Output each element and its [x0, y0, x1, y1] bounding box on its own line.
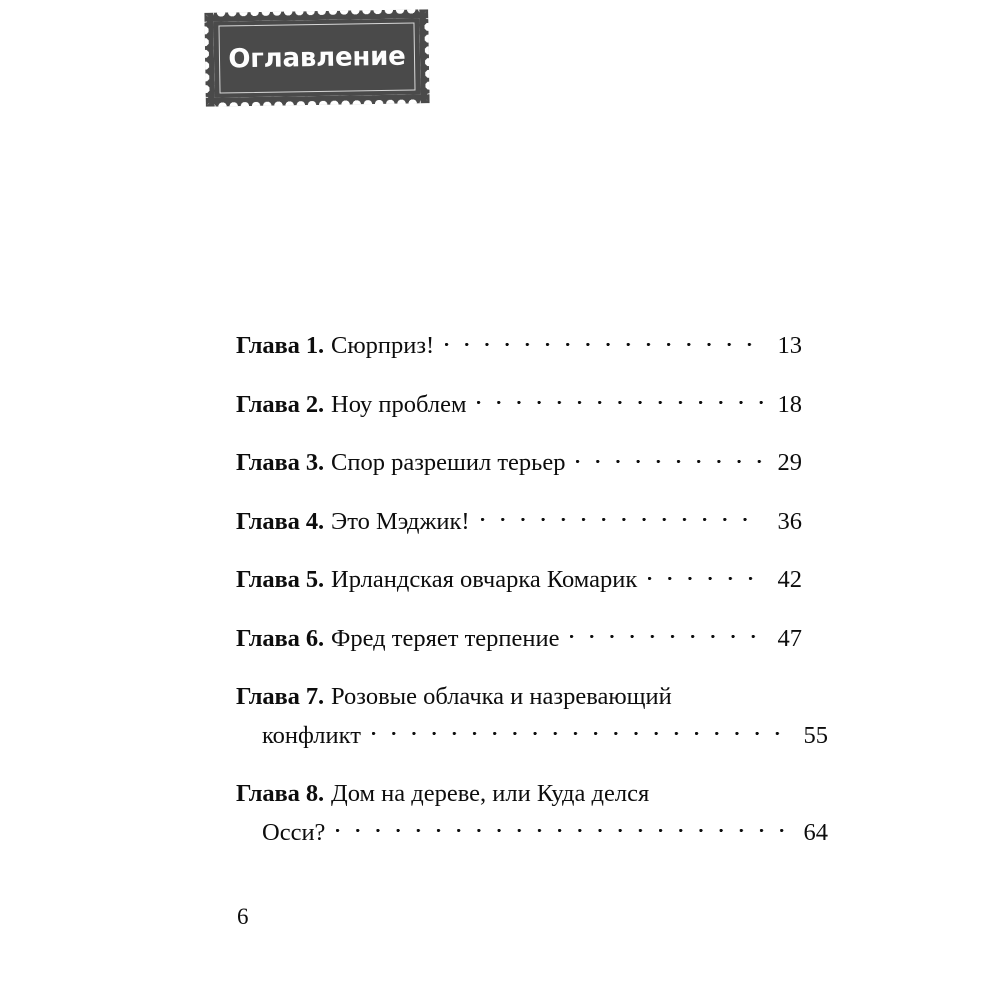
chapter-title-continued: конфликт — [262, 721, 361, 749]
chapter-title: Розовые облачка и назревающий — [331, 683, 672, 710]
chapter-title: Спор разрешил терьер — [331, 449, 566, 476]
toc-entry[interactable] — [236, 451, 802, 476]
chapter-label: Глава 3. — [236, 449, 325, 476]
chapter-label: Глава 7. — [236, 683, 325, 710]
toc-entry-line — [236, 334, 802, 359]
leader-dots — [336, 829, 789, 832]
toc-entry-line — [236, 782, 802, 807]
toc-entry[interactable] — [236, 624, 802, 652]
toc-entry[interactable] — [236, 568, 802, 593]
chapter-title: Фред теряет терпение — [331, 624, 560, 652]
chapter-title: Ноу проблем — [331, 390, 467, 418]
toc-entry[interactable] — [236, 683, 828, 749]
leader-dots — [445, 343, 763, 346]
toc-page-number: 42 — [777, 566, 802, 593]
toc-entry-continuation-line — [236, 818, 828, 846]
leader-dots — [477, 401, 763, 404]
chapter-title: Дом на дереве, или Куда делся — [331, 780, 650, 807]
chapter-title: Это Мэджик! — [331, 507, 470, 535]
toc-page-number: 36 — [777, 507, 802, 535]
leader-dots — [660, 791, 763, 794]
toc-page-number: 13 — [777, 332, 802, 359]
leader-dots — [683, 694, 763, 697]
chapter-title: Сюрприз! — [331, 332, 435, 359]
chapter-label: Глава 6. — [236, 624, 325, 652]
leader-dots — [576, 460, 763, 463]
page-title: Оглавление — [228, 41, 406, 74]
toc-entry[interactable] — [236, 334, 802, 359]
toc-entry-line — [236, 568, 802, 593]
table-of-contents-list — [236, 332, 828, 846]
chapter-label: Глава 2. — [236, 390, 325, 418]
toc-entry[interactable] — [236, 390, 802, 418]
leader-dots — [648, 577, 763, 580]
toc-entry-line — [236, 685, 802, 710]
toc-entry-line — [236, 624, 802, 652]
chapter-label: Глава 5. — [236, 566, 325, 593]
table-of-contents-stamp — [204, 9, 429, 107]
toc-page-number: 55 — [803, 721, 828, 749]
toc-page-number: 64 — [803, 818, 828, 846]
page-number-folio: 6 — [237, 904, 249, 929]
toc-page-number: 29 — [777, 449, 802, 476]
chapter-label: Глава 4. — [236, 507, 325, 535]
chapter-label: Глава 8. — [236, 780, 325, 807]
toc-entry-line — [236, 451, 802, 476]
toc-entry[interactable] — [236, 780, 828, 846]
chapter-title-continued: Осси? — [262, 818, 326, 846]
leader-dots — [570, 635, 763, 638]
chapter-title: Ирландская овчарка Комарик — [331, 566, 638, 593]
leader-dots — [372, 732, 789, 735]
chapter-label: Глава 1. — [236, 332, 325, 359]
leader-dots — [481, 518, 763, 521]
toc-entry[interactable] — [236, 507, 802, 535]
toc-page-number: 18 — [777, 390, 802, 418]
toc-entry-continuation-line — [236, 721, 828, 749]
toc-entry-line — [236, 390, 802, 418]
toc-entry-line — [236, 507, 802, 535]
toc-page-number: 47 — [777, 624, 802, 652]
